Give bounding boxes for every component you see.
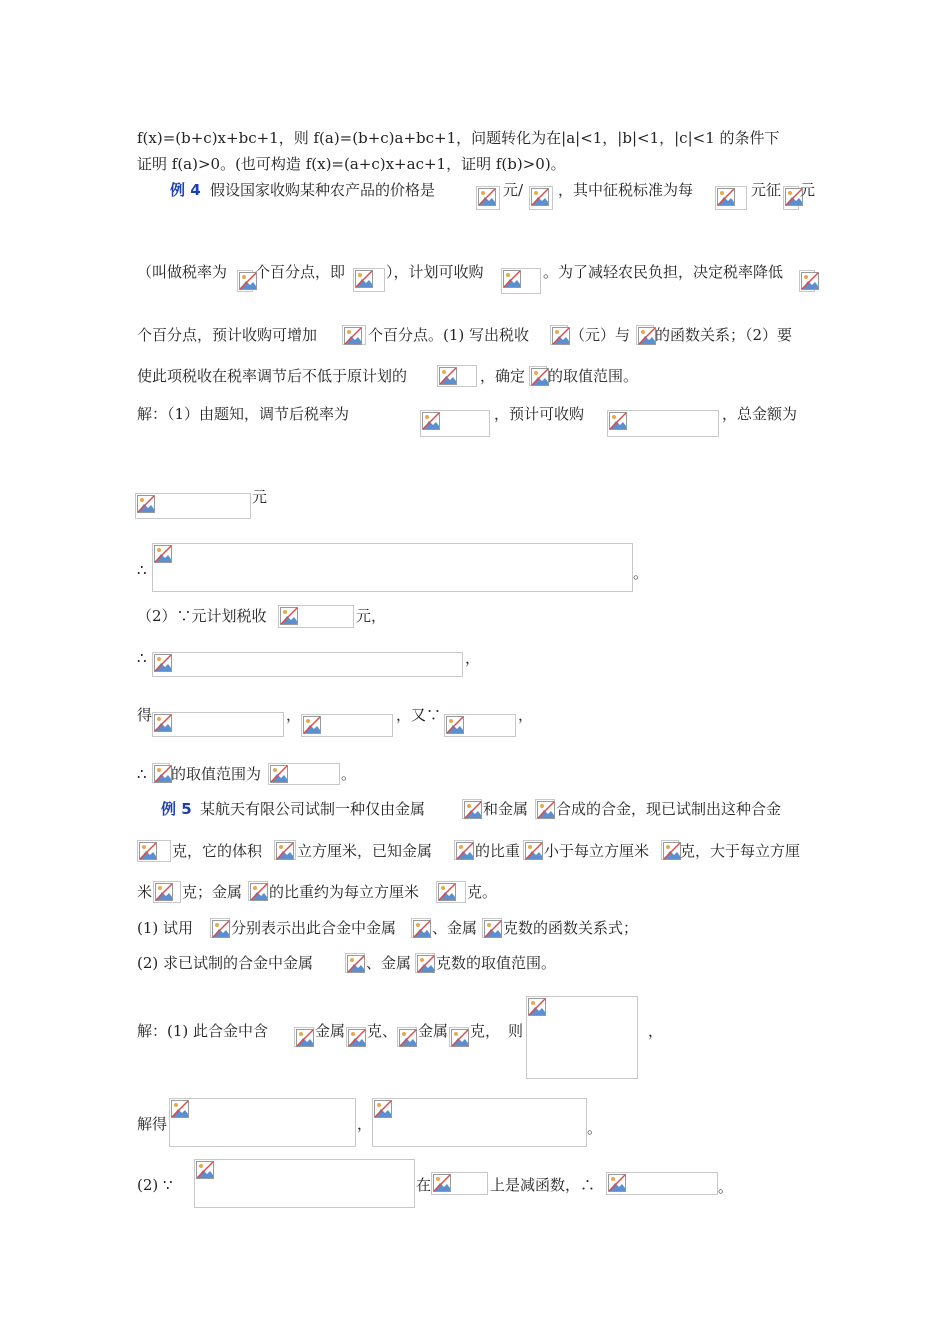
broken-image-icon bbox=[344, 327, 362, 345]
broken-image-icon bbox=[155, 883, 173, 901]
broken-image-icon bbox=[801, 272, 819, 290]
broken-image-icon bbox=[663, 842, 681, 860]
broken-image-icon bbox=[270, 765, 288, 783]
example-label: 例 4 bbox=[170, 181, 201, 199]
broken-image-icon bbox=[212, 920, 230, 938]
text-span: 、金属 bbox=[366, 954, 412, 972]
formula-image bbox=[248, 881, 268, 901]
text-span: 假设国家收购某种农产品的价格是 bbox=[210, 181, 436, 199]
formula-image bbox=[454, 840, 474, 860]
text-span: (2) ∵ bbox=[137, 1176, 173, 1194]
formula-image bbox=[606, 1172, 718, 1195]
text-span: 上是减函数，∴ bbox=[490, 1176, 596, 1194]
text-span: 使此项税收在税率调节后不低于原计划的 bbox=[137, 367, 408, 385]
text-span: 、金属 bbox=[432, 919, 478, 937]
text-span: 克，大于每立方厘 bbox=[680, 842, 801, 860]
broken-image-icon bbox=[355, 270, 373, 288]
text-span: 。 bbox=[718, 1178, 734, 1196]
text-span: 克数的取值范围。 bbox=[436, 954, 557, 972]
formula-image bbox=[294, 1027, 314, 1047]
broken-image-icon bbox=[348, 1029, 366, 1047]
formula-image bbox=[462, 799, 482, 819]
formula-image bbox=[476, 186, 500, 210]
text-span: 的比重 bbox=[475, 842, 521, 860]
broken-image-icon bbox=[280, 607, 298, 625]
text-span: 个百分点，预计收购可增加 bbox=[137, 326, 318, 344]
broken-image-icon bbox=[446, 716, 464, 734]
broken-image-icon bbox=[154, 714, 172, 732]
formula-image bbox=[268, 763, 340, 785]
broken-image-icon bbox=[608, 1174, 626, 1192]
broken-image-icon bbox=[347, 955, 365, 973]
broken-image-icon bbox=[503, 270, 521, 288]
formula-image bbox=[194, 1159, 415, 1208]
broken-image-icon bbox=[531, 368, 549, 386]
broken-image-icon bbox=[552, 327, 570, 345]
formula-image bbox=[526, 996, 638, 1079]
text-span: 。为了减轻农民负担，决定税率降低 bbox=[543, 263, 784, 281]
text-span: 克。 bbox=[467, 883, 498, 901]
text-span: 合成的合金，现已试制出这种合金 bbox=[556, 800, 782, 818]
broken-image-icon bbox=[154, 765, 172, 783]
broken-image-icon bbox=[638, 327, 656, 345]
text-span: ，又∵ bbox=[396, 706, 442, 724]
text-span: ，确定 bbox=[480, 367, 526, 385]
broken-image-icon bbox=[374, 1100, 392, 1118]
text-span: ， bbox=[518, 706, 534, 724]
formula-image bbox=[153, 881, 181, 903]
broken-image-icon bbox=[250, 883, 268, 901]
text-span: 元 bbox=[252, 488, 268, 506]
text-span: (2) 求已试制的合金中金属 bbox=[137, 954, 314, 972]
therefore-symbol: ∴ bbox=[137, 561, 147, 579]
text-span: （2）∵元计划税收 bbox=[137, 607, 267, 625]
text-span: 克、 bbox=[367, 1022, 398, 1040]
formula-image bbox=[274, 840, 296, 860]
broken-image-icon bbox=[399, 1029, 417, 1047]
formula-image bbox=[169, 1098, 356, 1147]
formula-image bbox=[482, 918, 502, 938]
formula-image bbox=[715, 186, 747, 210]
text-span: 和金属 bbox=[483, 800, 529, 818]
formula-image bbox=[636, 325, 654, 345]
formula-image bbox=[346, 1027, 366, 1047]
text-span: 克；金属 bbox=[182, 883, 243, 901]
text-span: ， bbox=[286, 706, 302, 724]
text-span: 的取值范围为 bbox=[171, 765, 262, 783]
formula-image bbox=[449, 1027, 469, 1047]
formula-image bbox=[550, 325, 568, 345]
broken-image-icon bbox=[609, 412, 627, 430]
formula-image bbox=[783, 186, 799, 210]
text-span: ， bbox=[465, 649, 481, 667]
formula-image bbox=[411, 918, 431, 938]
broken-image-icon bbox=[528, 998, 546, 1016]
broken-image-icon bbox=[154, 545, 172, 563]
text-span: 在 bbox=[416, 1176, 432, 1194]
text-span: 某航天有限公司试制一种仅由金属 bbox=[200, 800, 426, 818]
broken-image-icon bbox=[433, 1174, 451, 1192]
text-span: ），计划可收购 bbox=[386, 263, 484, 281]
formula-image bbox=[529, 186, 553, 210]
text-span: ，预计可收购 bbox=[494, 405, 585, 423]
broken-image-icon bbox=[413, 920, 431, 938]
formula-image bbox=[345, 953, 365, 973]
broken-image-icon bbox=[276, 842, 294, 860]
text-span: 克， bbox=[470, 1022, 501, 1040]
text-span: 元/ bbox=[503, 181, 524, 199]
text-span: ，总金额为 bbox=[722, 405, 798, 423]
formula-image bbox=[353, 268, 385, 292]
text-span: 克，它的体积 bbox=[172, 842, 263, 860]
text-span: 个百分点。(1) 写出税收 bbox=[368, 326, 530, 344]
broken-image-icon bbox=[525, 842, 543, 860]
text-span: ， bbox=[648, 1022, 664, 1040]
broken-image-icon bbox=[417, 955, 435, 973]
text-span: （叫做税率为 bbox=[137, 263, 228, 281]
formula-image bbox=[431, 1172, 488, 1195]
text-span: ， bbox=[357, 1115, 373, 1133]
broken-image-icon bbox=[139, 842, 157, 860]
broken-image-icon bbox=[438, 883, 456, 901]
formula-image bbox=[210, 918, 230, 938]
formula-image bbox=[372, 1098, 587, 1147]
text-span: 。 bbox=[587, 1119, 603, 1137]
text-span: 解得 bbox=[137, 1115, 168, 1133]
therefore-symbol: ∴ bbox=[137, 649, 147, 667]
broken-image-icon bbox=[303, 716, 321, 734]
text-span: 。 bbox=[633, 564, 649, 582]
text-span: 元 bbox=[800, 181, 816, 199]
broken-image-icon bbox=[196, 1161, 214, 1179]
text-span: 米 bbox=[137, 883, 153, 901]
broken-image-icon bbox=[422, 412, 440, 430]
text-span: 金属 bbox=[418, 1022, 449, 1040]
broken-image-icon bbox=[478, 188, 496, 206]
broken-image-icon bbox=[537, 801, 555, 819]
broken-image-icon bbox=[296, 1029, 314, 1047]
therefore-symbol: ∴ bbox=[137, 765, 147, 783]
formula-image bbox=[420, 410, 490, 437]
formula-image bbox=[237, 270, 253, 292]
broken-image-icon bbox=[137, 495, 155, 513]
formula-image bbox=[342, 325, 366, 345]
formula-image bbox=[137, 840, 171, 862]
formula-image bbox=[152, 712, 284, 737]
broken-image-icon bbox=[439, 367, 457, 385]
formula-image bbox=[444, 714, 516, 737]
text-span: 立方厘米，已知金属 bbox=[297, 842, 433, 860]
text-span: 的函数关系；（2）要 bbox=[655, 326, 793, 344]
text-span: 得 bbox=[137, 706, 153, 724]
formula-image bbox=[278, 605, 354, 628]
broken-image-icon bbox=[171, 1100, 189, 1118]
text-span: （元）与 bbox=[570, 326, 631, 344]
formula-image bbox=[661, 840, 679, 860]
formula-image bbox=[152, 763, 170, 783]
formula-image bbox=[799, 270, 815, 292]
text-span: 则 bbox=[508, 1022, 524, 1040]
text-span: 个百分点，即 bbox=[255, 263, 346, 281]
formula-image bbox=[152, 543, 633, 592]
text-span: 的比重约为每立方厘米 bbox=[269, 883, 420, 901]
formula-image bbox=[535, 799, 555, 819]
broken-image-icon bbox=[154, 654, 172, 672]
formula-image bbox=[135, 493, 251, 519]
text-span: ，其中征税标准为每 bbox=[558, 181, 694, 199]
broken-image-icon bbox=[464, 801, 482, 819]
example-label: 例 5 bbox=[161, 800, 192, 818]
formula-image bbox=[523, 840, 543, 860]
broken-image-icon bbox=[484, 920, 502, 938]
formula-image bbox=[301, 714, 393, 737]
text-span: 解：(1) 此合金中含 bbox=[137, 1022, 269, 1040]
formula-image bbox=[607, 410, 719, 437]
formula-image bbox=[437, 365, 477, 387]
text-span: 小于每立方厘米 bbox=[544, 842, 650, 860]
formula-image bbox=[152, 652, 463, 677]
text-span: 金属 bbox=[315, 1022, 346, 1040]
text-span: 的取值范围。 bbox=[548, 367, 639, 385]
formula-image bbox=[397, 1027, 417, 1047]
text-span: 分别表示出此合金中金属 bbox=[231, 919, 397, 937]
text-line: f(x)=(b+c)x+bc+1，则 f(a)=(b+c)a+bc+1，问题转化为在|a|<1，|b|<1，|c|<1 的条件下 bbox=[137, 129, 780, 147]
text-line: 证明 f(a)>0。(也可构造 f(x)=(a+c)x+ac+1，证明 f(b)>0)。 bbox=[137, 155, 566, 173]
formula-image bbox=[415, 953, 435, 973]
text-span: (1) 试用 bbox=[137, 919, 194, 937]
text-span: 元， bbox=[356, 607, 387, 625]
formula-image bbox=[436, 881, 466, 903]
text-span: 克数的函数关系式； bbox=[503, 919, 639, 937]
formula-image bbox=[501, 268, 541, 294]
broken-image-icon bbox=[531, 188, 549, 206]
text-span: 解：（1）由题知，调节后税率为 bbox=[137, 405, 350, 423]
text-span: 元征 bbox=[751, 181, 782, 199]
text-span: 。 bbox=[341, 765, 357, 783]
broken-image-icon bbox=[717, 188, 735, 206]
broken-image-icon bbox=[456, 842, 474, 860]
broken-image-icon bbox=[451, 1029, 469, 1047]
formula-image bbox=[529, 366, 547, 386]
